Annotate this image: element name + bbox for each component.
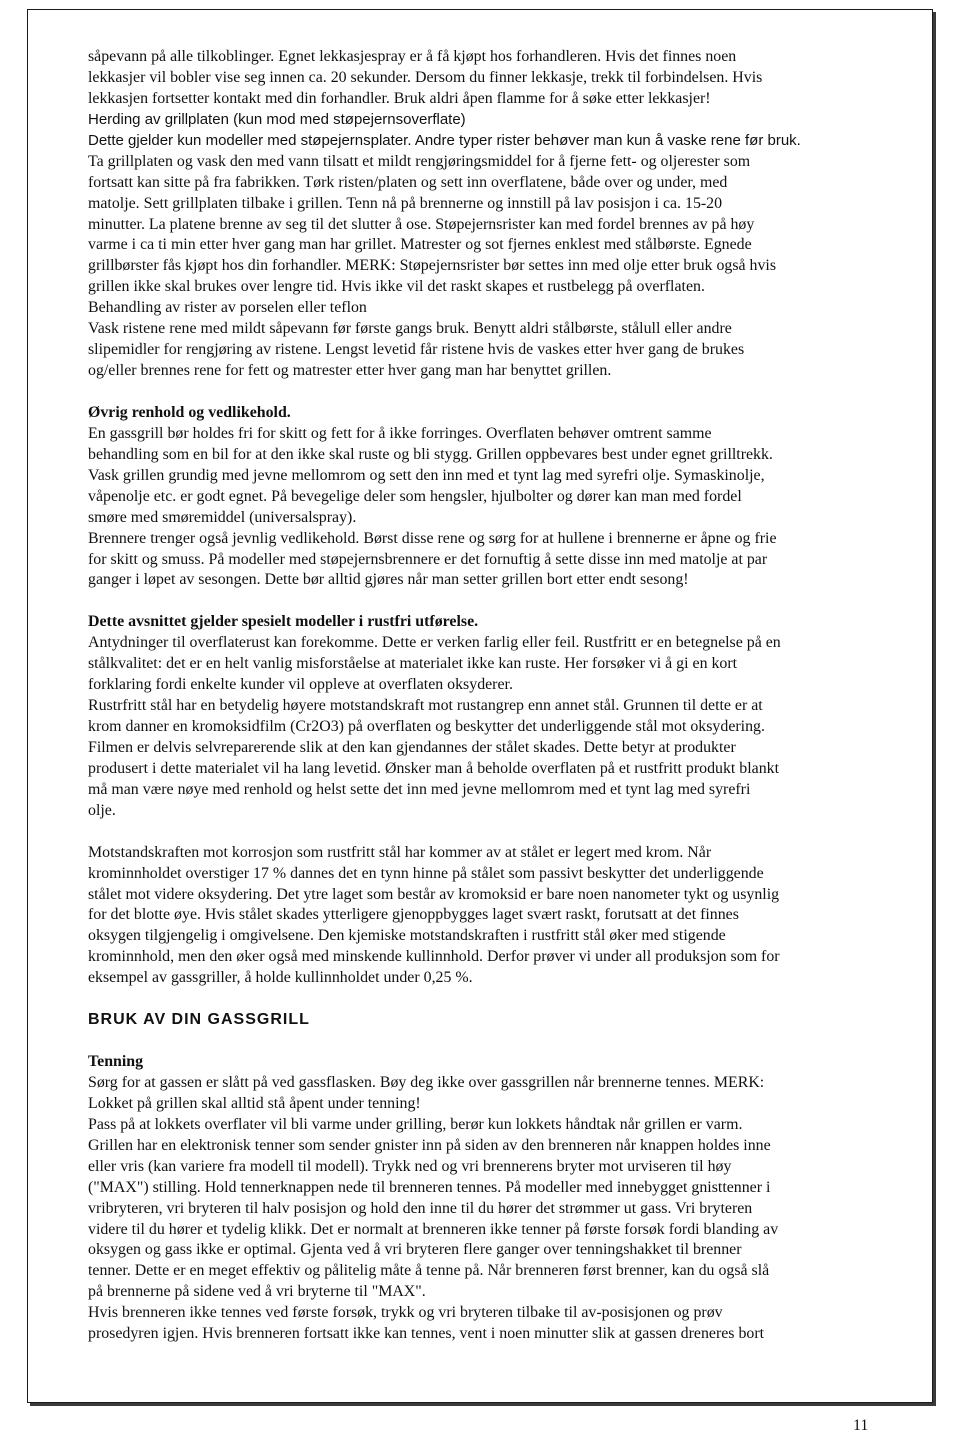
text-line: En gassgrill bør holdes fri for skitt og fett for å ikke forringes. Overflaten behøver omtrent samme	[88, 424, 712, 442]
leak-check-lines	[88, 47, 908, 110]
text-line: krominnhold, men den øker også med minskende kullinnhold. Derfor prøver vi under all produksjon som for	[88, 948, 780, 966]
text-line: Brennere trenger også jevnlig vedlikehold. Børst disse rene og sørg for at hullene i brennerne er åpne og frie	[88, 529, 777, 547]
text-line: vribryteren, vri bryteren til halv posisjon og hold den inne til du hører det strømmer ut gass. Vri bryteren	[88, 1199, 753, 1217]
porcelain-lines	[88, 319, 908, 382]
stainless-lines	[88, 633, 908, 821]
porcelain-title: Behandling av rister av porselen eller teflon	[88, 299, 367, 317]
text-line: Hvis brenneren ikke tennes ved første forsøk, trykk og vri bryteren tilbake til av-posisjonen og prøv	[88, 1304, 723, 1322]
corrosion-lines	[88, 843, 908, 990]
text-line: våpenolje etc. er godt egnet. På bevegelige deler som hengsler, hjulbolter og dører kan man med fordel	[88, 487, 742, 505]
text-line: behandling som en bil for at den ikke skal ruste og bli stygg. Grillen oppbevares best under egnet grilltrekk.	[88, 445, 773, 463]
porcelain-section	[88, 298, 908, 382]
text-line: grillen ikke skal brukes over lengre tid. Hvis ikke vil det raskt skapes et rustbelegg på overflaten.	[88, 278, 705, 296]
text-line: fortsatt kan sitte på fra fabrikken. Tørk risten/platen og sett inn overflatene, både over og under, med	[88, 173, 728, 191]
seasoning-lines	[88, 152, 908, 299]
text-line: såpevann på alle tilkoblinger. Egnet lekkasjespray er å få kjøpt hos forhandleren. Hvis det finnes noen	[88, 48, 737, 65]
seasoning-title: Herding av grillplaten (kun mod med støpejernsoverflate)	[88, 110, 466, 128]
text-line: krominnholdet overstiger 17 % dannes det en tynn hinne på stålet som passivt beskytter det underliggende	[88, 864, 764, 882]
text-line: for skitt og smuss. På modeller med støpejernsbrennere er det fornuftig å sette disse inn med matolje at par	[88, 550, 768, 568]
maintenance-lines	[88, 424, 908, 592]
text-line: eksempel av gassgriller, å holde kullinnholdet under 0,25 %.	[88, 969, 473, 987]
text-line: må man være nøye med renhold og helst sette det inn med jevne mellomrom med et tynt lag med syrefri	[88, 780, 751, 798]
text-line: Lokket på grillen skal alltid stå åpent under tenning!	[88, 1094, 421, 1112]
seasoning-note: Dette gjelder kun modeller med støpejernsplater. Andre typer rister behøver man kun å vaske rene før bruk.	[88, 131, 801, 149]
text-line: Rustrfritt stål har en betydelig høyere motstandskraft mot rustangrep enn annet stål. Grunnen til dette er at	[88, 697, 763, 715]
text-line: Sørg for at gassen er slått på ved gassflasken. Bøy deg ikke over gassgrillen når brennerne tennes. MERK:	[88, 1073, 765, 1091]
text-line: stålet mot videre oksydering. Det ytre laget som består av kromoksid er bare noen nanometer tykt og usynlig	[88, 885, 780, 903]
text-line: på brennerne på sidene ved å vri bryterne til "MAX".	[88, 1283, 426, 1301]
text-line: Filmen er delvis selvreparerende slik at den kan gjendannes der stålet skades. Dette betyr at produkter	[88, 738, 736, 756]
maintenance-section	[88, 403, 908, 591]
stainless-section	[88, 612, 908, 821]
ignition-lines	[88, 1073, 908, 1345]
text-line: Ta grillplaten og vask den med vann tilsatt et mildt rengjøringsmiddel for å fjerne fett- og oljerester som	[88, 152, 751, 170]
text-line: eller vris (kan variere fra modell til modell). Trykk ned og vri brennerens bryter mot urviseren til høy	[88, 1157, 732, 1175]
text-line: tenner. Dette er en meget effektiv og pålitelig måte å tenne på. Når brenneren først brenner, kan du også slå	[88, 1262, 770, 1280]
text-line: Vask ristene rene med mildt såpevann før første gangs bruk. Benytt aldri stålbørste, stålull eller andre	[88, 320, 732, 338]
text-line: slipemidler for rengjøring av ristene. Lengst levetid får ristene hvis de vaskes etter hver gang de brukes	[88, 341, 745, 359]
text-line: grillbørster fås kjøpt hos din forhandler. MERK: Støpejernsrister bør settes inn med olje etter bruk også hvis	[88, 257, 777, 275]
ignition-title: Tenning	[88, 1053, 144, 1070]
text-line: videre til du hører et tydelig klikk. Det er normalt at brenneren ikke tenner på første forsøk fordi blanding av	[88, 1220, 779, 1238]
text-line: oksygen og gass ikke er optimal. Gjenta ved å vri bryteren flere ganger over tenningshakket til brenner	[88, 1241, 742, 1259]
text-line: stålkvalitet: det er en helt vanlig misforståelse at materialet ikke kan ruste. Her forsøker vi å gi en kort	[88, 655, 738, 673]
maintenance-title: Øvrig renhold og vedlikehold.	[88, 403, 291, 421]
text-line: Motstandskraften mot korrosjon som rustfritt stål har kommer av at stålet er legert med krom. Når	[88, 843, 712, 861]
text-line: produsert i dette materialet vil ha lang levetid. Ønsker man å beholde overflaten på et rustfritt produkt blankt	[88, 759, 780, 777]
page-number: 11	[853, 1417, 869, 1434]
text-line: lekkasjen fortsetter kontakt med din forhandler. Bruk aldri åpen flamme for å søke etter lekkasjer!	[88, 89, 711, 107]
corrosion-section	[88, 843, 908, 990]
text-line: for det blotte øye. Hvis stålet skades ytterligere gjenoppbygges laget svært raskt, forutsatt at det finnes	[88, 906, 739, 924]
text-line: matolje. Sett grillplaten tilbake i grillen. Tenn nå på brennerne og innstill på lav posisjon i ca. 15-20	[88, 194, 723, 212]
usage-heading: BRUK AV DIN GASSGRILL	[88, 1011, 310, 1029]
text-line: olje.	[88, 801, 116, 819]
text-line: Grillen har en elektronisk tenner som sender gnister inn på siden av den brenneren når knappen holdes inne	[88, 1136, 771, 1154]
document-page	[88, 47, 908, 1345]
text-line: ("MAX") stilling. Hold tennerknappen nede til brenneren tennes. På modeller med innebygget gnisttenner i	[88, 1178, 771, 1196]
seasoning-section	[88, 110, 908, 298]
text-line: Vask grillen grundig med jevne mellomrom og sett den inn med et tynt lag med syrefri olje. Symaskinolje,	[88, 466, 765, 484]
text-line: varme i ca ti min etter hver gang man har grillet. Matrester og sot fjernes enklest med stålbørste. Egnede	[88, 236, 752, 254]
text-line: smøre med smøremiddel (universalspray).	[88, 508, 357, 526]
text-line: Pass på at lokkets overflater vil bli varme under grilling, berør kun lokkets håndtak når grillen er varm.	[88, 1115, 743, 1133]
text-line: lekkasjer vil bobler vise seg innen ca. 20 sekunder. Dersom du finner lekkasje, trekk til forbindelsen. Hvis	[88, 68, 763, 86]
text-line: forklaring fordi enkelte kunder vil oppleve at overflaten oksyderer.	[88, 676, 513, 694]
ignition-section	[88, 1052, 908, 1345]
text-line: minutter. La platene brenne av seg til det slutter å ose. Støpejernsrister kan med fordel brennes av på høy	[88, 215, 755, 233]
text-line: prosedyren igjen. Hvis brenneren fortsatt ikke kan tennes, vent i noen minutter slik at gassen dreneres bort	[88, 1325, 765, 1343]
text-line: og/eller brennes rene for fett og matrester etter hver gang man har benyttet grillen.	[88, 362, 612, 380]
text-line: Antydninger til overflaterust kan forekomme. Dette er verken farlig eller feil. Rustfritt er en betegnelse på en	[88, 634, 781, 652]
leak-check-section	[88, 47, 908, 110]
stainless-title: Dette avsnittet gjelder spesielt modeller i rustfri utførelse.	[88, 613, 479, 631]
text-line: oksygen tilgjengelig i omgivelsene. Den kjemiske motstandskraften i rustfritt stål øker med stigende	[88, 927, 726, 945]
text-line: krom danner en kromoksidfilm (Cr2O3) på overflaten og beskytter det underliggende stål mot oksydering.	[88, 718, 765, 735]
text-line: ganger i løpet av sesongen. Dette bør alltid gjøres når man setter grillen bort etter endt sesong!	[88, 571, 689, 589]
